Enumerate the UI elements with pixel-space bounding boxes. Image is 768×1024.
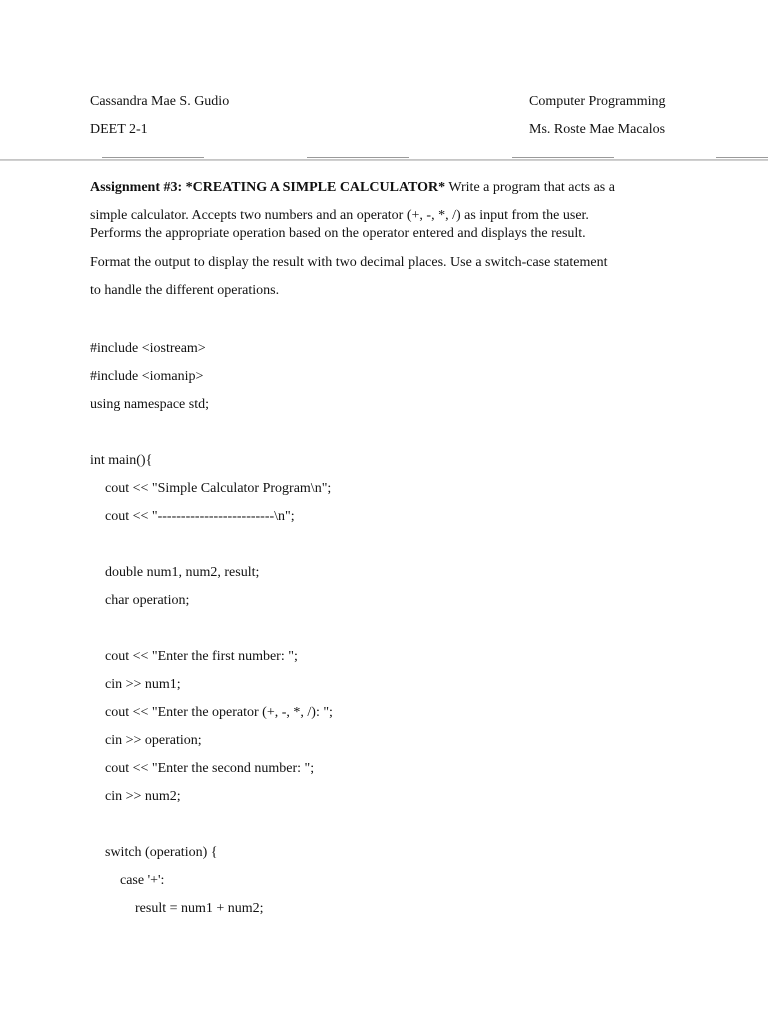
header-divider-accent — [512, 157, 614, 158]
student-name: Cassandra Mae S. Gudio — [90, 94, 230, 109]
blank-line — [90, 816, 690, 844]
code-line: cout << "Simple Calculator Program\n"; — [105, 481, 332, 496]
code-line: case '+': — [120, 873, 165, 888]
assignment-desc-line: simple calculator. Accepts two numbers and an operator (+, -, *, /) as input from the user. — [90, 208, 589, 223]
code-line: result = num1 + num2; — [135, 901, 264, 916]
header-divider-accent — [102, 157, 204, 158]
assignment-desc-line: Format the output to display the result with two decimal places. Use a switch-case statement — [90, 255, 608, 270]
code-line: switch (operation) { — [105, 845, 218, 860]
code-line: using namespace std; — [90, 397, 209, 412]
code-line: cout << "Enter the second number: "; — [105, 761, 315, 776]
code-line: cin >> num1; — [105, 677, 181, 692]
code-line: cout << "Enter the first number: "; — [105, 649, 298, 664]
code-line: #include <iomanip> — [90, 369, 204, 384]
document-body — [90, 179, 690, 928]
assignment-title-line — [90, 179, 690, 207]
code-line: char operation; — [105, 593, 190, 608]
instructor-name: Ms. Roste Mae Macalos — [529, 122, 666, 137]
blank-line — [90, 620, 690, 648]
code-line: int main(){ — [90, 453, 153, 468]
course-name: Computer Programming — [529, 94, 666, 109]
code-line: cout << "-------------------------\n"; — [105, 509, 295, 524]
code-line: double num1, num2, result; — [105, 565, 260, 580]
assignment-title: Assignment #3: *CREATING A SIMPLE CALCULATOR* — [90, 180, 446, 195]
header-divider-accent — [716, 157, 768, 158]
assignment-desc-line: Performs the appropriate operation based on the operator entered and displays the result. — [90, 226, 586, 241]
blank-line — [90, 536, 690, 564]
assignment-intro: Write a program that acts as a — [445, 180, 615, 195]
blank-line — [90, 310, 690, 340]
code-line: cin >> operation; — [105, 733, 202, 748]
section-label: DEET 2-1 — [90, 122, 148, 137]
code-line: #include <iostream> — [90, 341, 206, 356]
code-line: cin >> num2; — [105, 789, 181, 804]
code-line: cout << "Enter the operator (+, -, *, /): "; — [105, 705, 333, 720]
assignment-desc-line: to handle the different operations. — [90, 283, 280, 298]
header-divider — [0, 159, 768, 161]
header-divider-accent — [307, 157, 409, 158]
blank-line — [90, 424, 690, 452]
